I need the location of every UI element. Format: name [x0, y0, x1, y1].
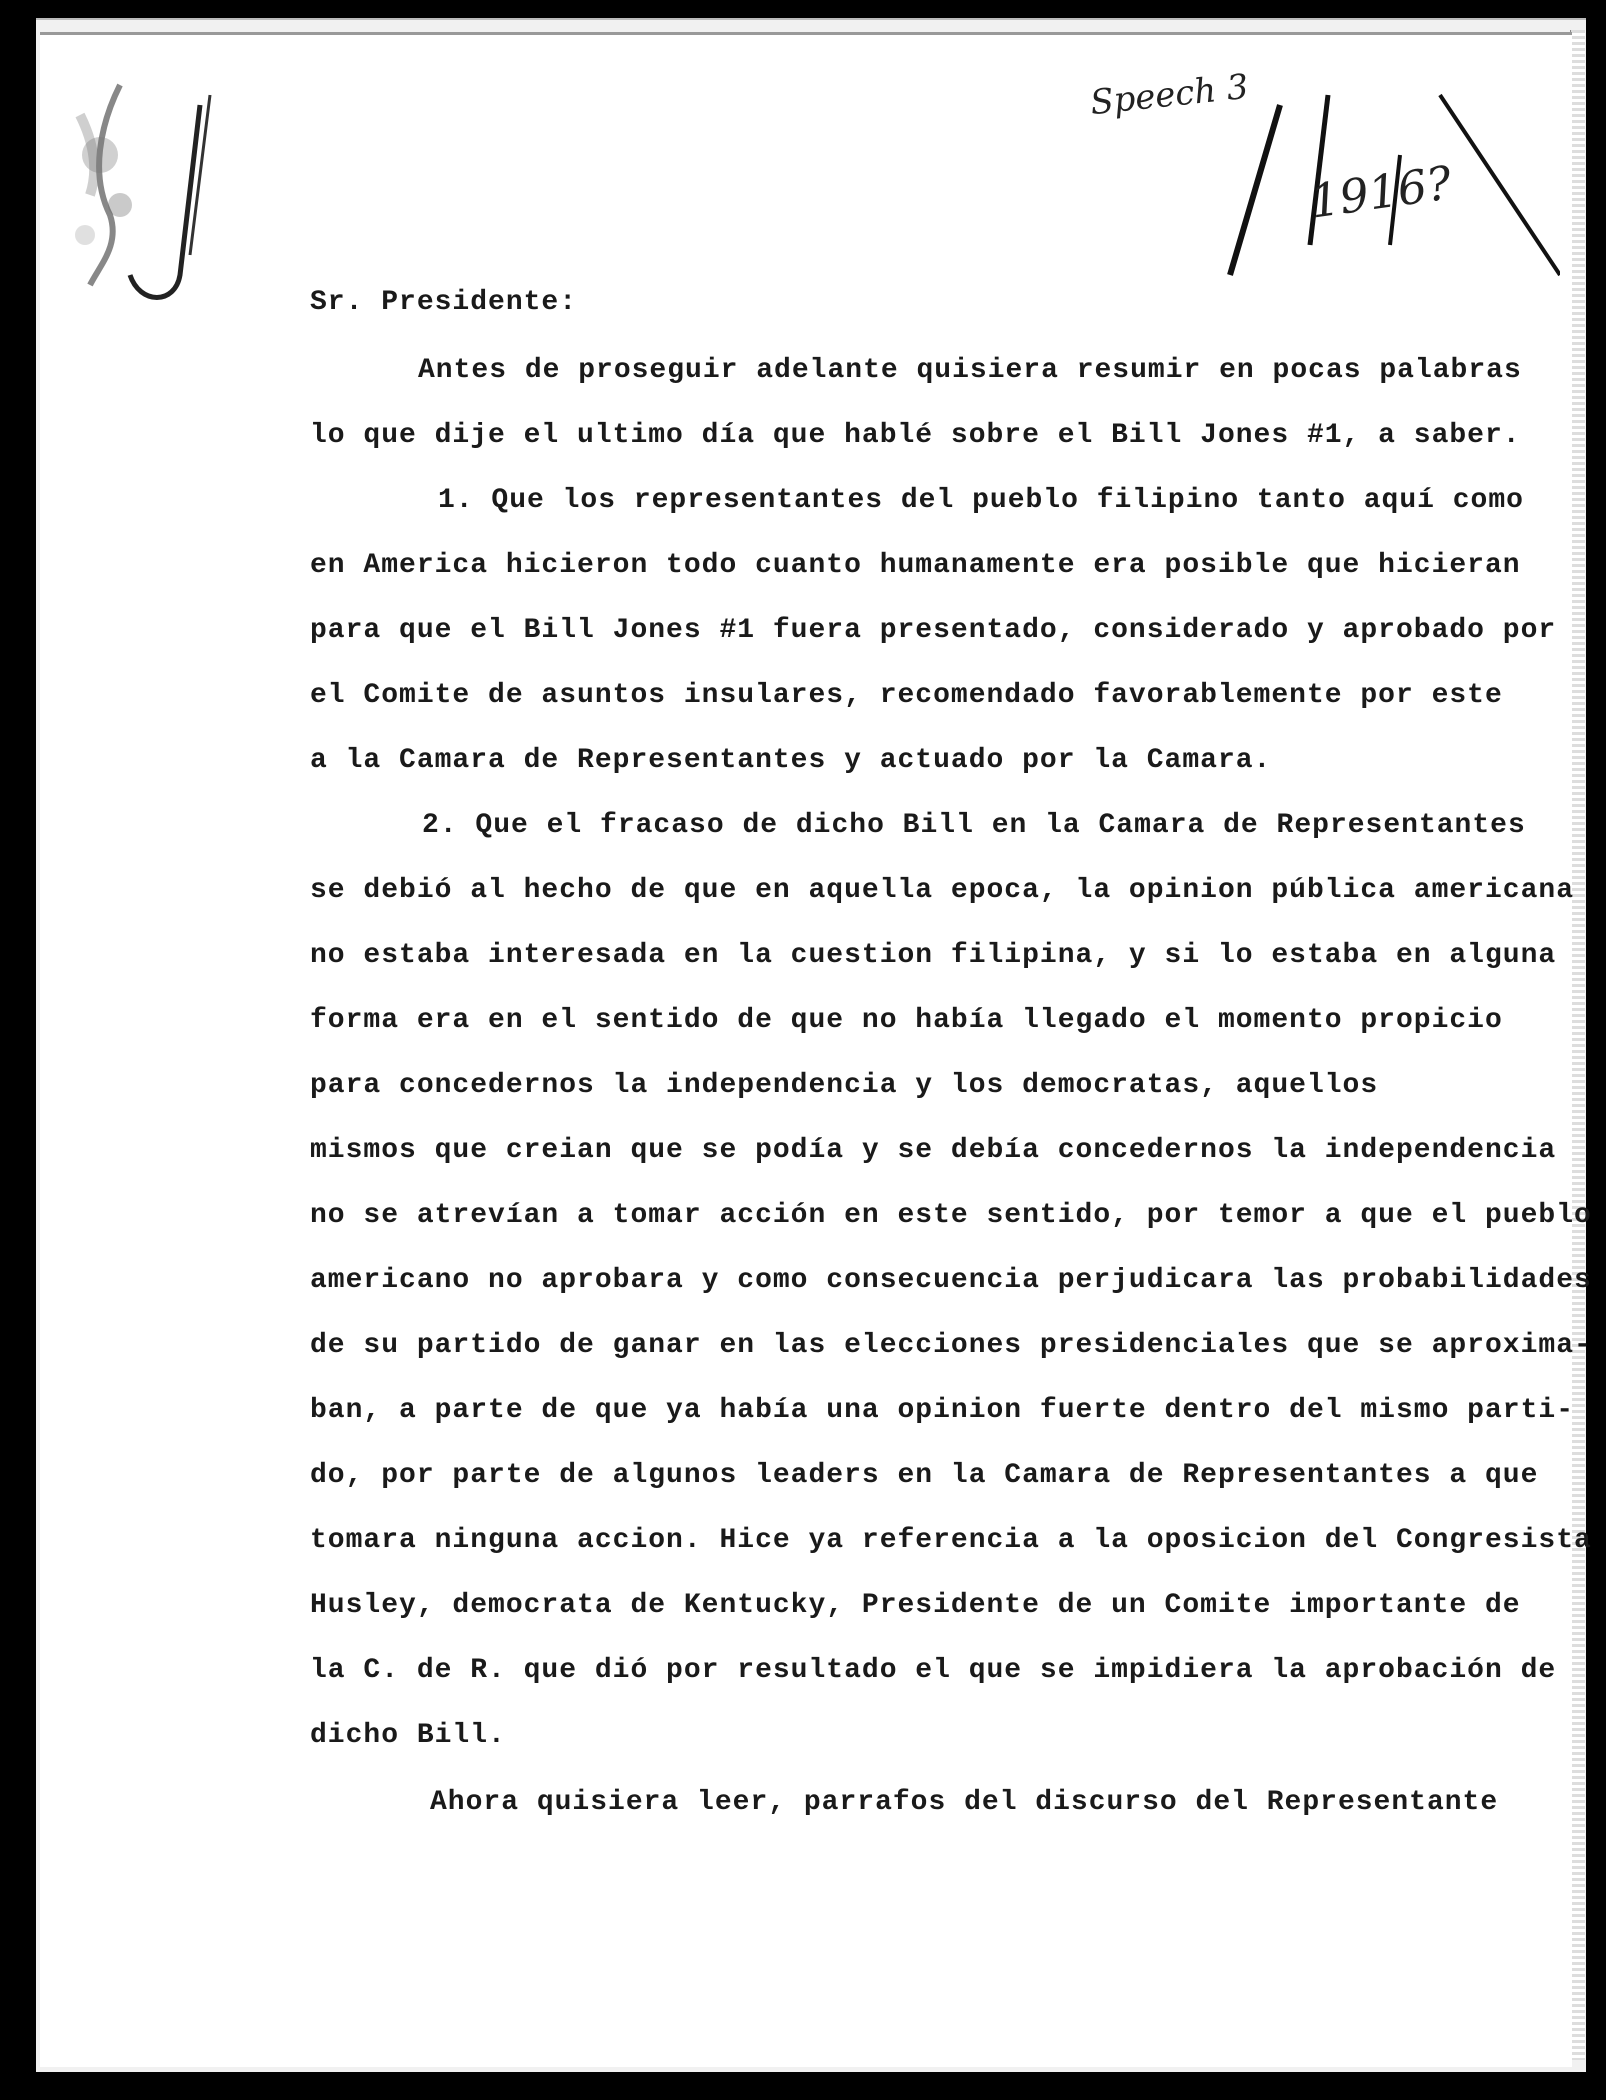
text-line: ban, a parte de que ya había una opinion fuerte dentro del mismo parti-	[310, 1395, 1574, 1426]
text-line: tomara ninguna accion. Hice ya referencia a la oposicion del Congresista	[310, 1525, 1592, 1556]
text-line: de su partido de ganar en las elecciones presidenciales que se aproxima-	[310, 1330, 1592, 1361]
handwritten-note: Speech 3	[1088, 66, 1251, 124]
stacked-pages-edge	[1570, 30, 1585, 2060]
text-line: a la Camara de Representantes y actuado por la Camara.	[310, 745, 1272, 776]
text-line: Ahora quisiera leer, parrafos del discurso del Representante	[430, 1787, 1499, 1818]
handwritten-year: 1916?	[1306, 155, 1455, 229]
text-line: do, por parte de algunos leaders en la Camara de Representantes a que	[310, 1460, 1539, 1491]
text-line: el Comite de asuntos insulares, recomendado favorablemente por este	[310, 680, 1503, 711]
document-page	[40, 32, 1592, 2067]
salutation: Sr. Presidente:	[310, 287, 578, 318]
text-line: 2. Que el fracaso de dicho Bill en la Camara de Representantes	[422, 810, 1526, 841]
text-line: americano no aprobara y como consecuencia perjudicara las probabilidades	[310, 1265, 1592, 1296]
text-line: en America hicieron todo cuanto humanamente era posible que hicieran	[310, 550, 1521, 581]
text-line: para que el Bill Jones #1 fuera presentado, considerado y aprobado por	[310, 615, 1557, 646]
text-line: la C. de R. que dió por resultado el que se impidiera la aprobación de	[310, 1655, 1557, 1686]
text-line: no estaba interesada en la cuestion filipina, y si lo estaba en alguna	[310, 940, 1557, 971]
typed-body	[40, 35, 1592, 2067]
text-line: para concedernos la independencia y los democratas, aquellos	[310, 1070, 1379, 1101]
text-line: 1. Que los representantes del pueblo filipino tanto aquí como	[438, 485, 1524, 516]
text-line: lo que dije el ultimo día que hablé sobre el Bill Jones #1, a saber.	[310, 420, 1521, 451]
text-line: Husley, democrata de Kentucky, Presidente de un Comite importante de	[310, 1590, 1521, 1621]
text-line: dicho Bill.	[310, 1720, 506, 1751]
text-line: se debió al hecho de que en aquella epoca, la opinion pública americana	[310, 875, 1574, 906]
text-line: forma era en el sentido de que no había llegado el momento propicio	[310, 1005, 1503, 1036]
text-line: no se atrevían a tomar acción en este sentido, por temor a que el pueblo	[310, 1200, 1592, 1231]
text-line: Antes de proseguir adelante quisiera resumir en pocas palabras	[418, 355, 1522, 386]
text-line: mismos que creian que se podía y se debía concedernos la independencia	[310, 1135, 1557, 1166]
